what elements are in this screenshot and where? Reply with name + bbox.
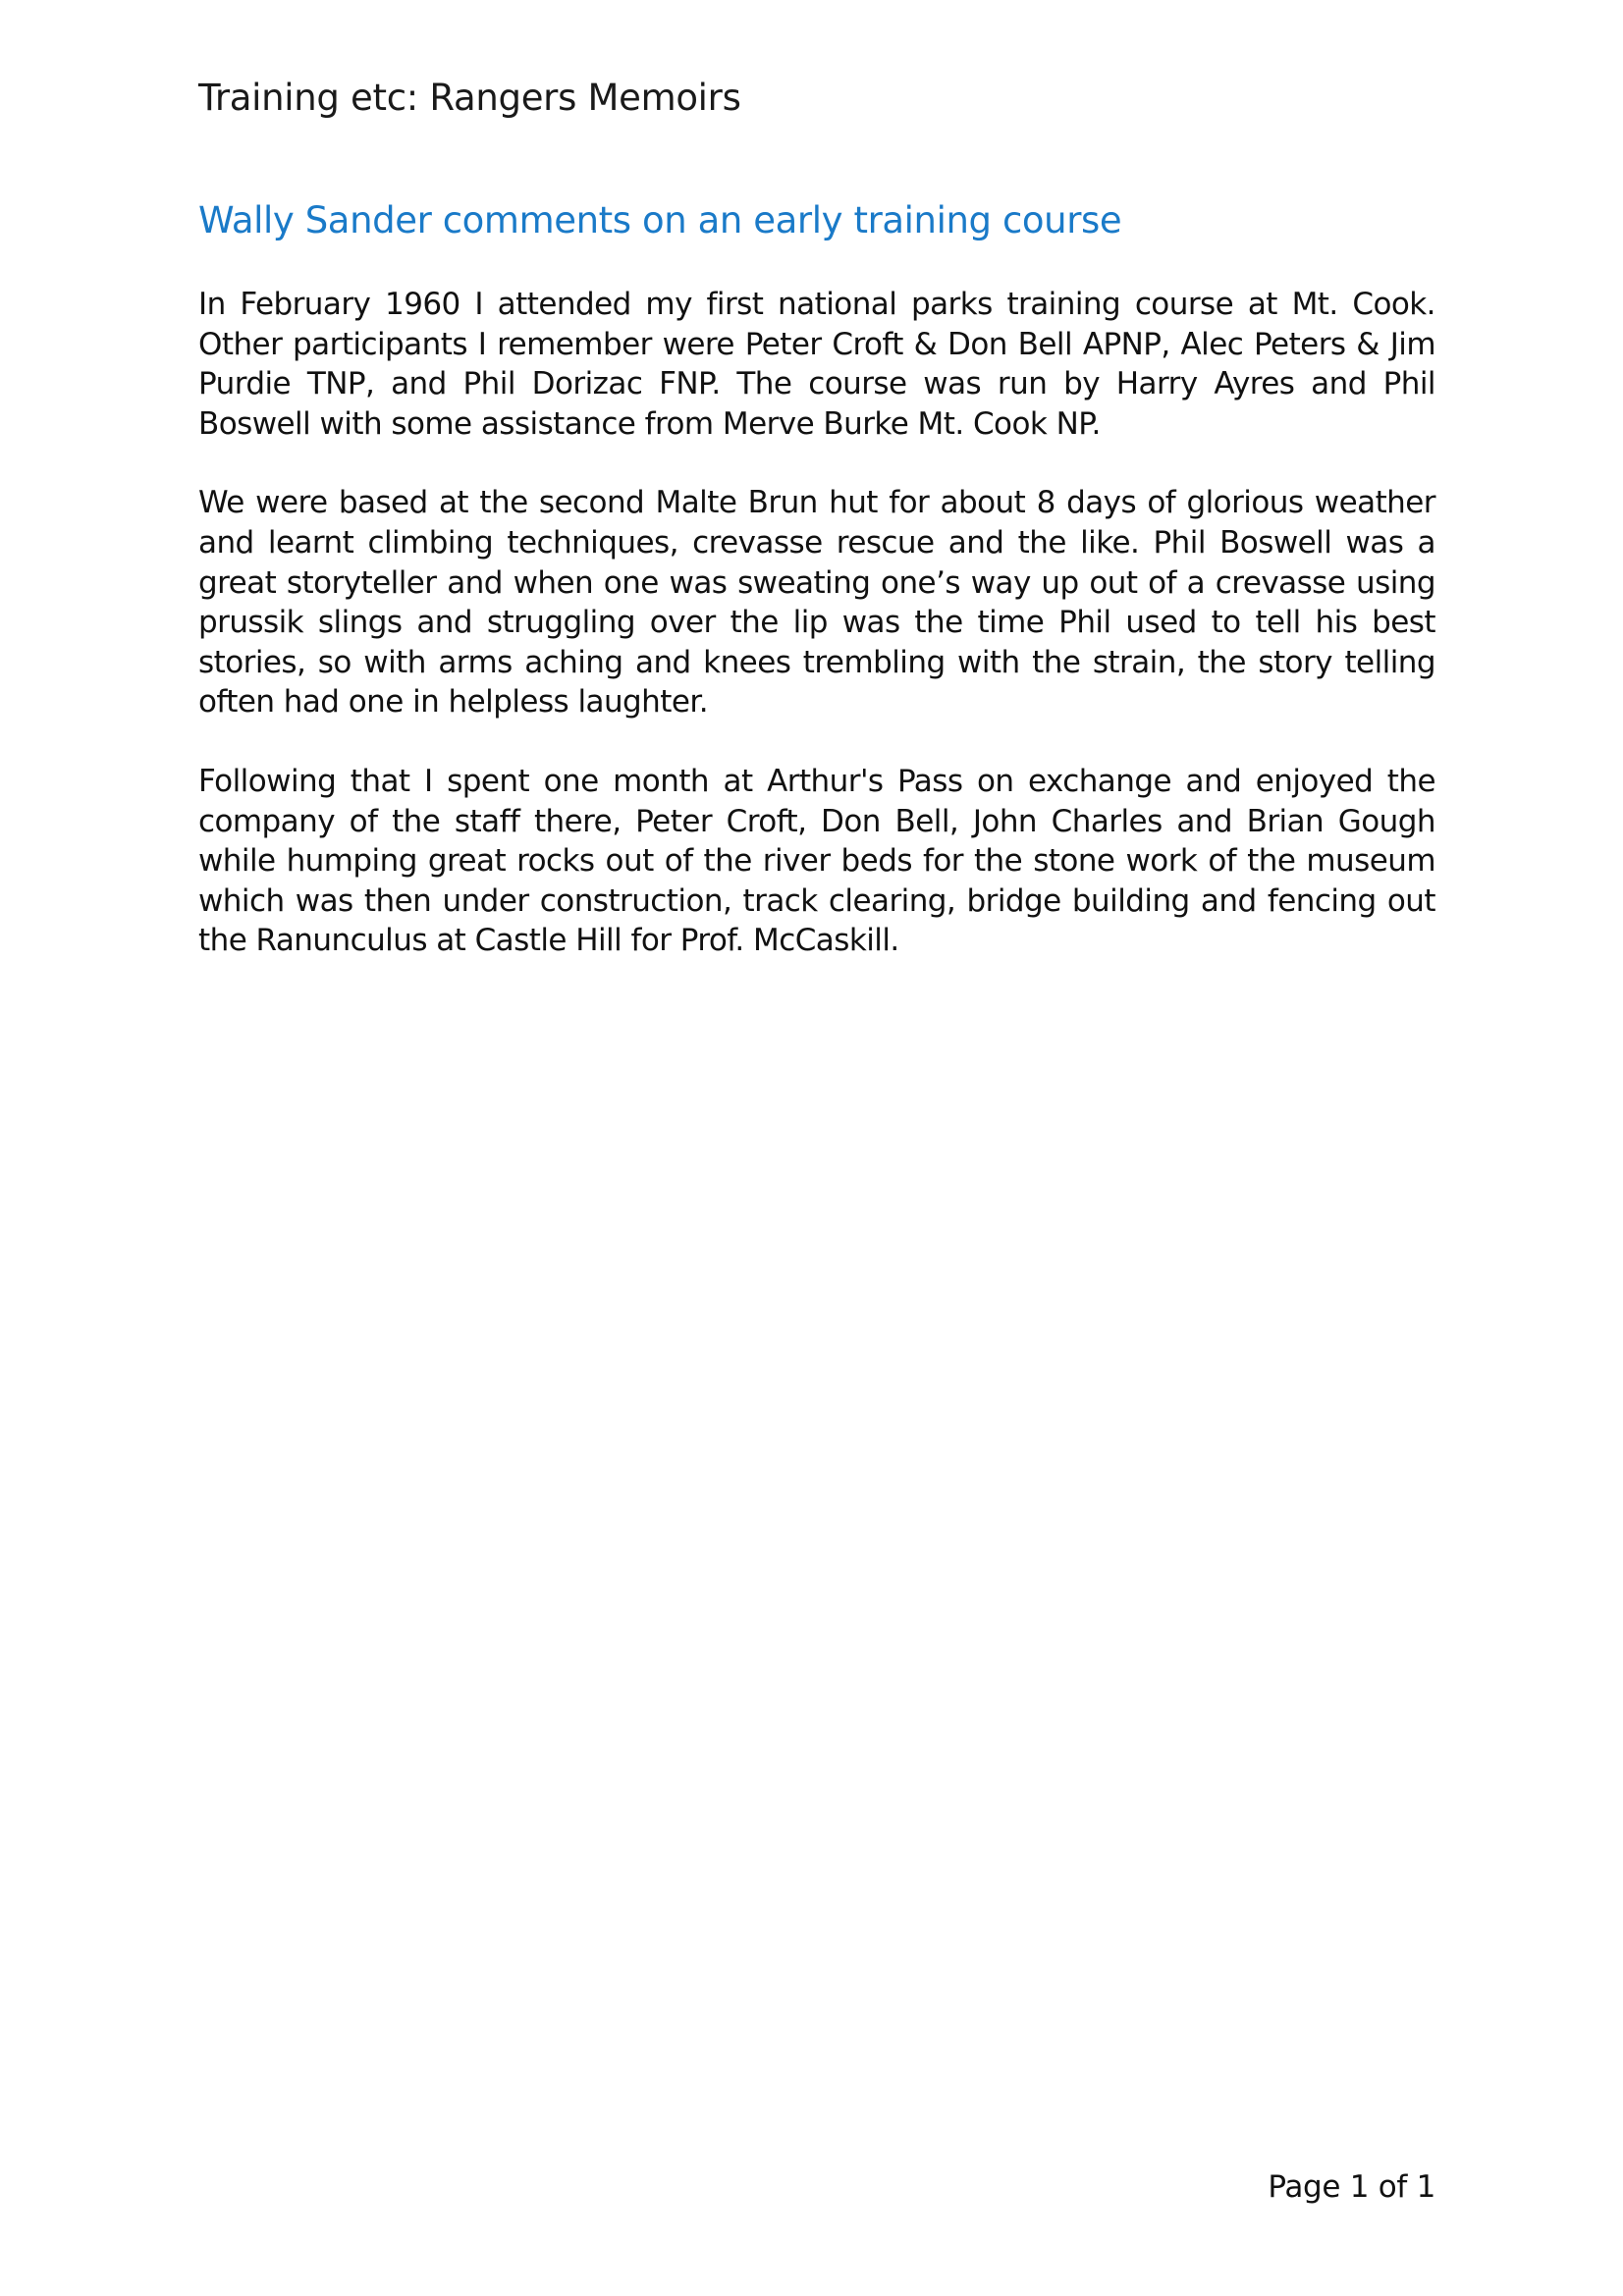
paragraph-3: Following that I spent one month at Arthur's Pass on exchange and enjoyed the company of the staff there, Peter Croft, Don Bell, John Charles and Brian Gough while humping great rocks out of the river beds for the stone work of the museum which was then under construction, track clearing, bridge building and fencing out the Ranunculus at Castle Hill for Prof. McCaskill.: [198, 763, 1435, 959]
article-body: [198, 285, 1435, 1000]
page-number: Page 1 of 1: [1268, 2169, 1435, 2205]
paragraph-1: In February 1960 I attended my first national parks training course at Mt. Cook. Other participants I remember were Peter Croft & Don Bell APNP, Alec Peters & Jim Purdie TNP, and Phil Dorizac FNP. The course was run by Harry Ayres and Phil Boswell with some assistance from Merve Burke Mt. Cook NP.: [198, 287, 1435, 442]
article-title: Wally Sander comments on an early training course: [198, 199, 1122, 241]
paragraph-2: We were based at the second Malte Brun hut for about 8 days of glorious weather and learnt climbing techniques, crevasse rescue and the like. Phil Boswell was a great storyteller and when one was sweating one’s way up out of a crevasse using prussik slings and struggling over the lip was the time Phil used to tell his best stories, so with arms aching and knees trembling with the strain, the story telling often had one in helpless laughter.: [198, 485, 1435, 721]
page-header-title: Training etc: Rangers Memoirs: [198, 77, 741, 119]
